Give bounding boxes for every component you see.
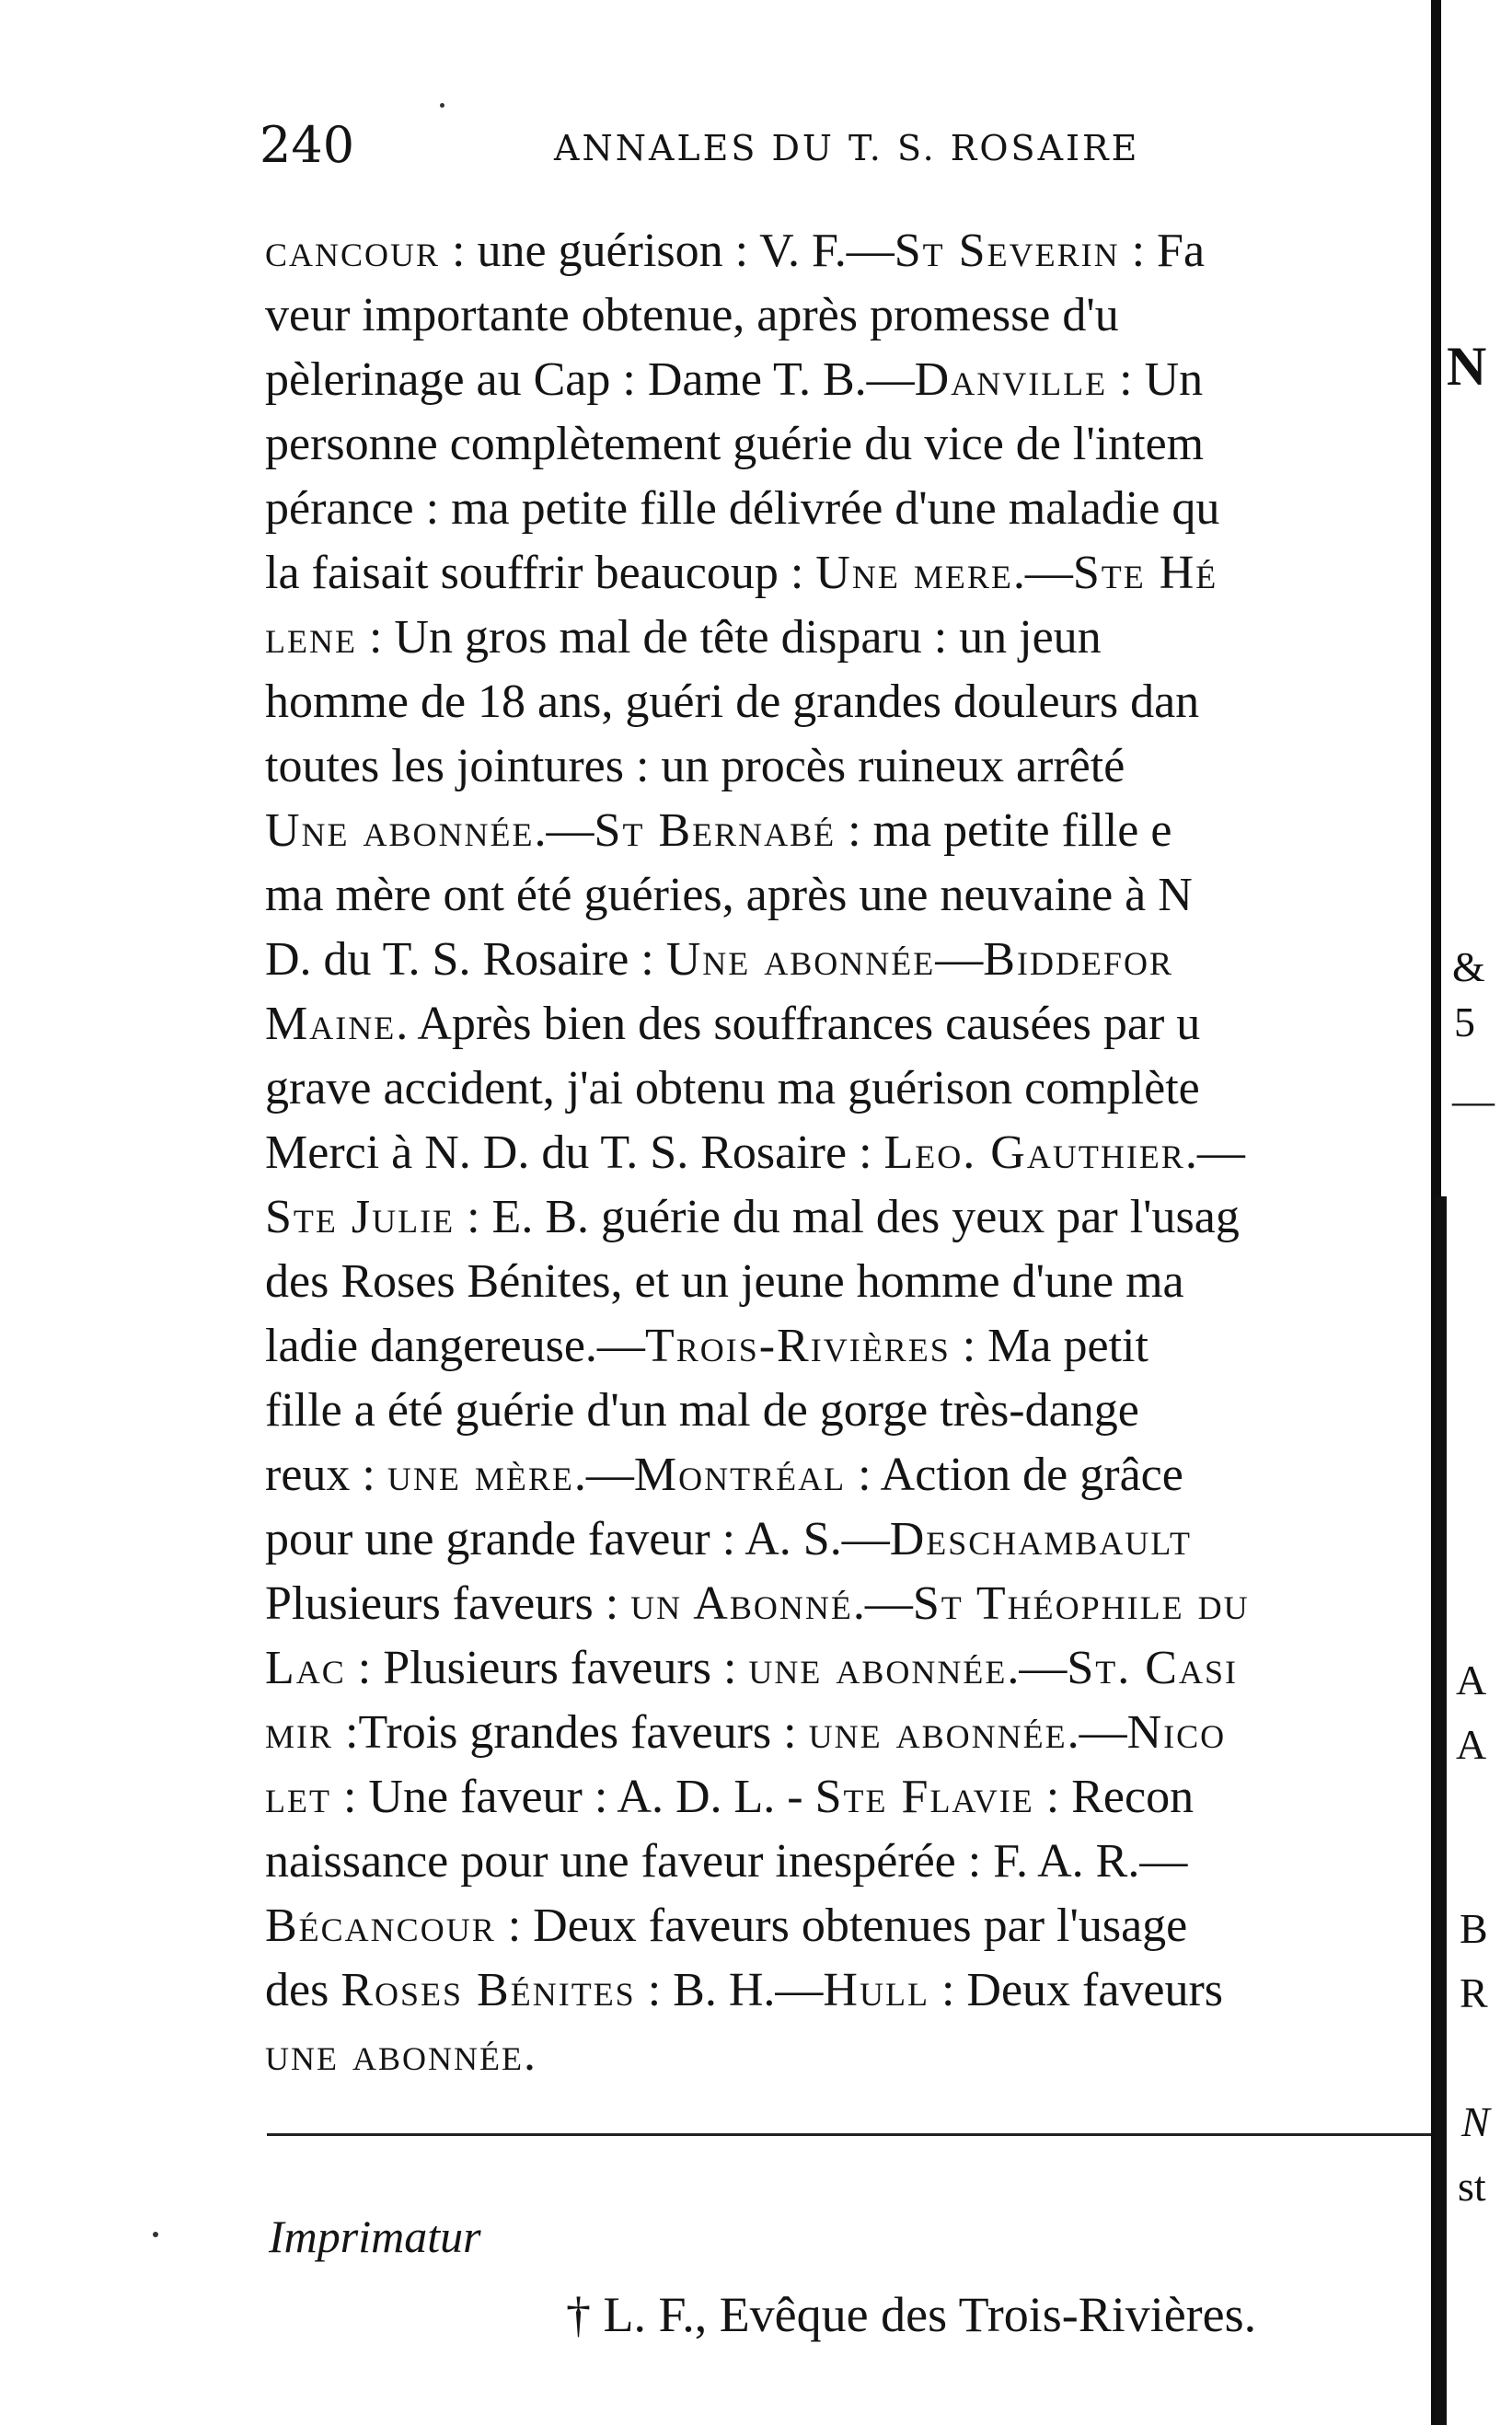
small-caps-segment: Une mere xyxy=(815,547,1013,599)
text-segment: .— xyxy=(852,1577,913,1630)
text-line xyxy=(265,477,1432,541)
small-caps-segment: Ste Hé xyxy=(1072,547,1218,599)
text-segment: naissance pour une faveur inespérée : F. A. R.— xyxy=(265,1835,1188,1888)
text-segment: Plusieurs faveurs : xyxy=(265,1577,631,1630)
text-segment: : ma petite fille e xyxy=(836,804,1172,857)
text-segment: pérance : ma petite fille délivrée d'une maladie qu xyxy=(265,482,1220,535)
margin-fragment: N xyxy=(1447,336,1487,397)
text-segment: : Action de grâce xyxy=(846,1449,1183,1501)
text-line xyxy=(265,1121,1432,1185)
small-caps-segment: Roses Bénites xyxy=(340,1964,636,2016)
binding-edge-lower xyxy=(1434,1196,1447,2425)
text-line xyxy=(265,1057,1432,1121)
small-caps-segment: Bécancour xyxy=(265,1900,496,1952)
text-line xyxy=(265,734,1432,799)
text-segment: ma mère ont été guéries, après une neuvaine à N xyxy=(265,869,1193,921)
text-line xyxy=(265,1443,1432,1507)
body-text xyxy=(265,219,1432,2087)
text-segment: veur importante obtenue, après promesse d'u xyxy=(265,289,1119,341)
small-caps-segment: Leo. Gauthier xyxy=(883,1126,1185,1179)
imprimatur-label: Imprimatur xyxy=(269,2211,481,2262)
text-line xyxy=(265,1314,1432,1379)
section-divider xyxy=(267,2133,1434,2136)
margin-fragment: R xyxy=(1460,1969,1488,2016)
text-segment: .— xyxy=(534,804,594,857)
text-line xyxy=(265,992,1432,1057)
text-segment: : Ma petit xyxy=(950,1320,1148,1372)
margin-fragment: A xyxy=(1456,1721,1487,1768)
text-line xyxy=(265,1958,1432,2023)
text-line xyxy=(265,1572,1432,1636)
text-segment: .— xyxy=(1067,1706,1127,1759)
small-caps-segment: lene xyxy=(265,611,357,664)
small-caps-segment: St Severin xyxy=(894,225,1120,277)
text-segment: .— xyxy=(1184,1126,1245,1179)
small-caps-segment: St Théophile du xyxy=(912,1577,1250,1630)
small-caps-segment: Danville xyxy=(914,353,1108,406)
text-segment: Merci à N. D. du T. S. Rosaire : xyxy=(265,1126,884,1179)
text-line xyxy=(265,1250,1432,1314)
small-caps-segment: Hull xyxy=(823,1964,929,2016)
small-caps-segment: Une abonnée xyxy=(265,804,535,857)
small-caps-segment: une abonnée xyxy=(808,1706,1068,1759)
small-caps-segment: un Abonné xyxy=(630,1577,853,1630)
text-segment: .— xyxy=(1012,547,1073,599)
text-line xyxy=(265,928,1432,992)
small-caps-segment: Ste Julie xyxy=(265,1191,456,1243)
margin-fragment: N xyxy=(1461,2098,1490,2145)
text-segment: des Roses Bénites, et un jeune homme d'une ma xyxy=(265,1255,1184,1308)
margin-fragment: — xyxy=(1452,1077,1495,1124)
text-segment: personne complètement guérie du vice de l'intem xyxy=(265,418,1205,470)
small-caps-segment: let xyxy=(265,1771,331,1823)
small-caps-segment: mir xyxy=(265,1706,334,1759)
text-segment: D. du T. S. Rosaire : xyxy=(265,933,666,986)
text-segment: pour une grande faveur : A. S.— xyxy=(265,1513,890,1565)
small-caps-segment: Trois-Rivières xyxy=(644,1320,951,1372)
text-segment: : E. B. guérie du mal des yeux par l'usag xyxy=(455,1191,1240,1243)
margin-fragment: 5 xyxy=(1454,999,1475,1045)
text-segment: des xyxy=(265,1964,341,2016)
text-line xyxy=(265,1830,1432,1894)
text-segment: — xyxy=(935,933,984,986)
text-line xyxy=(265,412,1432,477)
text-segment: pèlerinage au Cap : Dame T. B.— xyxy=(265,353,915,406)
text-line xyxy=(265,670,1432,734)
text-segment: reux : xyxy=(265,1449,387,1501)
small-caps-segment: Nico xyxy=(1126,1706,1227,1759)
text-segment: : Un gros mal de tête disparu : un jeun xyxy=(356,611,1102,664)
text-segment: grave accident, j'ai obtenu ma guérison complète xyxy=(265,1062,1200,1114)
text-segment: toutes les jointures : un procès ruineux arrêté xyxy=(265,740,1125,792)
small-caps-segment: Biddefor xyxy=(983,933,1173,986)
text-line xyxy=(265,1185,1432,1250)
small-caps-segment: Montréal xyxy=(633,1449,847,1501)
text-line xyxy=(265,1507,1432,1572)
text-segment: .— xyxy=(1007,1642,1068,1694)
small-caps-segment: St Bernabé xyxy=(594,804,837,857)
text-line xyxy=(265,1701,1432,1765)
margin-fragment: st xyxy=(1458,2163,1486,2210)
ink-speck xyxy=(440,103,444,108)
running-title: ANNALES DU T. S. ROSAIRE xyxy=(554,128,1140,168)
small-caps-segment: une abonnée. xyxy=(265,2028,537,2081)
small-caps-segment: Deschambault xyxy=(889,1513,1192,1565)
text-line xyxy=(265,219,1432,283)
ink-speck xyxy=(153,2232,158,2237)
text-segment: :Trois grandes faveurs : xyxy=(333,1706,809,1759)
text-line xyxy=(265,2023,1432,2087)
text-segment: : B. H.— xyxy=(635,1964,824,2016)
small-caps-segment: Maine xyxy=(265,998,397,1050)
small-caps-segment: Lac xyxy=(265,1642,346,1694)
small-caps-segment: Ste Flavie xyxy=(814,1771,1034,1823)
small-caps-segment: une abonnée xyxy=(748,1642,1008,1694)
text-segment: homme de 18 ans, guéri de grandes douleurs dan xyxy=(265,676,1200,728)
margin-fragment: & xyxy=(1452,943,1485,990)
text-segment: ladie dangereuse.— xyxy=(265,1320,645,1372)
text-segment: : une guérison : V. F.— xyxy=(440,225,895,277)
text-segment: : Plusieurs faveurs : xyxy=(345,1642,749,1694)
page-header xyxy=(260,109,1419,182)
text-segment: fille a été guérie d'un mal de gorge très-dange xyxy=(265,1384,1139,1437)
page-number: 240 xyxy=(260,116,355,174)
text-segment: : Une faveur : A. D. L. - xyxy=(330,1771,815,1823)
small-caps-segment: St. Casi xyxy=(1067,1642,1238,1694)
text-segment: : Deux faveurs obtenues par l'usage xyxy=(495,1900,1188,1952)
text-segment: : Un xyxy=(1107,353,1204,406)
text-line xyxy=(265,541,1432,606)
text-segment: : Fa xyxy=(1119,225,1206,277)
text-line xyxy=(265,863,1432,928)
text-line xyxy=(265,1636,1432,1701)
small-caps-segment: une mère xyxy=(387,1449,574,1501)
text-line xyxy=(265,1379,1432,1443)
text-segment: : Deux faveurs xyxy=(929,1964,1224,2016)
text-line xyxy=(265,1765,1432,1830)
text-line xyxy=(265,606,1432,670)
text-segment: : Recon xyxy=(1033,1771,1195,1823)
text-line xyxy=(265,1894,1432,1958)
bishop-signature-line: † L. F., Evêque des Trois-Rivières. xyxy=(566,2287,1257,2342)
text-segment: .— xyxy=(573,1449,634,1501)
text-line xyxy=(265,799,1432,863)
margin-fragment: B xyxy=(1460,1905,1488,1952)
text-line xyxy=(265,348,1432,412)
margin-fragment: A xyxy=(1456,1657,1487,1703)
small-caps-segment: Une abonnée xyxy=(665,933,936,986)
text-segment: . Après bien des souffrances causées par u xyxy=(396,998,1201,1050)
text-segment: la faisait souffrir beaucoup : xyxy=(265,547,816,599)
text-line xyxy=(265,283,1432,348)
small-caps-segment: cancour xyxy=(265,225,441,277)
